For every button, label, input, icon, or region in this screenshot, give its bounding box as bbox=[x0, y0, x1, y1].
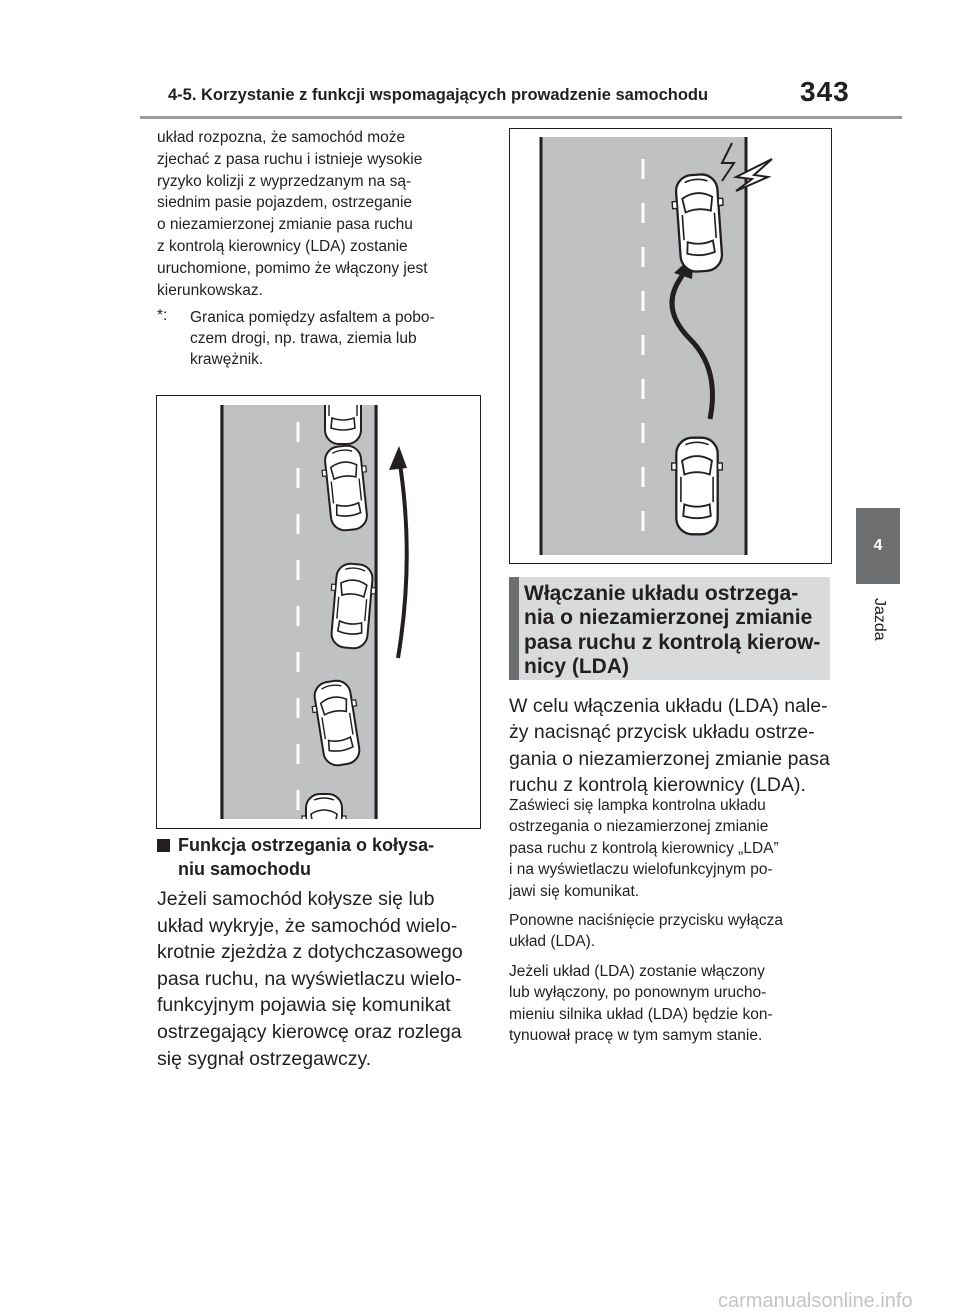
info-paragraph bbox=[509, 910, 831, 953]
section-body bbox=[157, 886, 482, 1072]
text-line: pasa ruchu, na wyświetlaczu wielo- bbox=[157, 967, 462, 990]
text-line: i na wyświetlaczu wielofunkcyjnym po- bbox=[509, 861, 773, 879]
footnote-marker: *: bbox=[157, 307, 168, 324]
car-icon bbox=[321, 396, 365, 444]
text-line: W celu włączenia układu (LDA) nale- bbox=[509, 695, 828, 717]
text-line: tynuował pracę w tym samym stanie. bbox=[509, 1027, 763, 1045]
chapter-tab[interactable]: 4 bbox=[856, 508, 900, 584]
heading-line: niu samochodu bbox=[178, 859, 312, 879]
text-line: ostrzegania o niezamierzonej zmianie bbox=[509, 818, 769, 836]
text-line: Granica pomiędzy asfaltem a pobo- bbox=[190, 309, 435, 326]
text-line: czem drogi, np. trawa, ziemia lub bbox=[190, 330, 417, 347]
text-line: jawi się komunikat. bbox=[509, 882, 640, 900]
chapter-name: Jazda bbox=[871, 598, 888, 641]
text-line: kierunkowskaz. bbox=[157, 281, 263, 299]
text-line: ostrzegający kierowcę oraz rozlega bbox=[157, 1020, 462, 1043]
weaving-illustration bbox=[156, 395, 481, 829]
text-line: układ (LDA). bbox=[509, 933, 596, 951]
text-line: układ rozpozna, że samochód może bbox=[157, 129, 406, 146]
text-line: siednim pasie pojazdem, ostrzeganie bbox=[157, 194, 413, 212]
text-line: Zaświeci się lampka kontrolna układu bbox=[509, 797, 766, 814]
arrow-head-icon bbox=[389, 446, 407, 470]
text-line: lub wyłączony, po ponownym urucho- bbox=[509, 984, 767, 1002]
direction-arrow bbox=[398, 458, 407, 658]
heading-line: Funkcja ostrzegania o kołysa- bbox=[178, 835, 435, 855]
box-heading bbox=[524, 582, 830, 680]
text-line: ży nacisnąć przycisk układu ostrze- bbox=[509, 721, 815, 744]
text-line: uruchomione, pomimo że włączony jest bbox=[157, 259, 428, 277]
chapter-label bbox=[866, 598, 892, 658]
text-line: układ wykryje, że samochód wielo- bbox=[157, 914, 458, 937]
page-number: 343 bbox=[800, 76, 850, 107]
text-line: zjechać z pasa ruchu i istnieje wysokie bbox=[157, 150, 423, 168]
watermark: carmanualsonline.info bbox=[718, 1290, 913, 1312]
text-line: funkcyjnym pojawia się komunikat bbox=[157, 994, 451, 1017]
text-line: krawężnik. bbox=[190, 351, 264, 368]
section-heading bbox=[178, 833, 478, 881]
text-line: z kontrolą kierownicy (LDA) zostanie bbox=[157, 237, 408, 255]
text-line: Jeżeli układ (LDA) zostanie włączony bbox=[509, 963, 765, 980]
lane-departure-illustration bbox=[509, 128, 832, 564]
text-line: Jeżeli samochód kołysze się lub bbox=[157, 888, 435, 910]
heading-line: nia o niezamierzonej zmianie bbox=[524, 606, 813, 630]
text-line: gania o niezamierzonej zmianie pasa bbox=[509, 747, 830, 770]
car-icon bbox=[302, 794, 346, 828]
text-line: mieniu silnika układ (LDA) będzie kon- bbox=[509, 1005, 773, 1023]
section-title: 4-5. Korzystanie z funkcji wspomagających prowadzenie samochodu bbox=[168, 86, 709, 104]
heading-line: nicy (LDA) bbox=[524, 655, 629, 679]
text-line: pasa ruchu z kontrolą kierownicy „LDA” bbox=[509, 839, 779, 857]
section-bullet-icon bbox=[157, 839, 170, 852]
text-line: Ponowne naciśnięcie przycisku wyłącza bbox=[509, 912, 783, 929]
intro-paragraph bbox=[157, 127, 482, 301]
heading-line: pasa ruchu z kontrolą kierow- bbox=[524, 630, 821, 654]
text-line: krotnie zjeżdża z dotychczasowego bbox=[157, 941, 463, 964]
heading-box-accent bbox=[509, 577, 519, 680]
car-icon bbox=[672, 438, 723, 535]
text-line: się sygnał ostrzegawczy. bbox=[157, 1047, 372, 1070]
text-line: o niezamierzonej zmianie pasa ruchu bbox=[157, 216, 413, 234]
text-line: ruchu z kontrolą kierownicy (LDA). bbox=[509, 774, 806, 797]
heading-line: Włączanie układu ostrzega- bbox=[524, 582, 799, 605]
lead-paragraph bbox=[509, 693, 834, 799]
info-paragraph bbox=[509, 961, 831, 1047]
info-paragraph bbox=[509, 795, 831, 902]
footnote bbox=[190, 307, 480, 370]
text-line: ryzyko kolizji z wyprzedzanym na są- bbox=[157, 172, 412, 190]
header-rule bbox=[140, 116, 902, 119]
